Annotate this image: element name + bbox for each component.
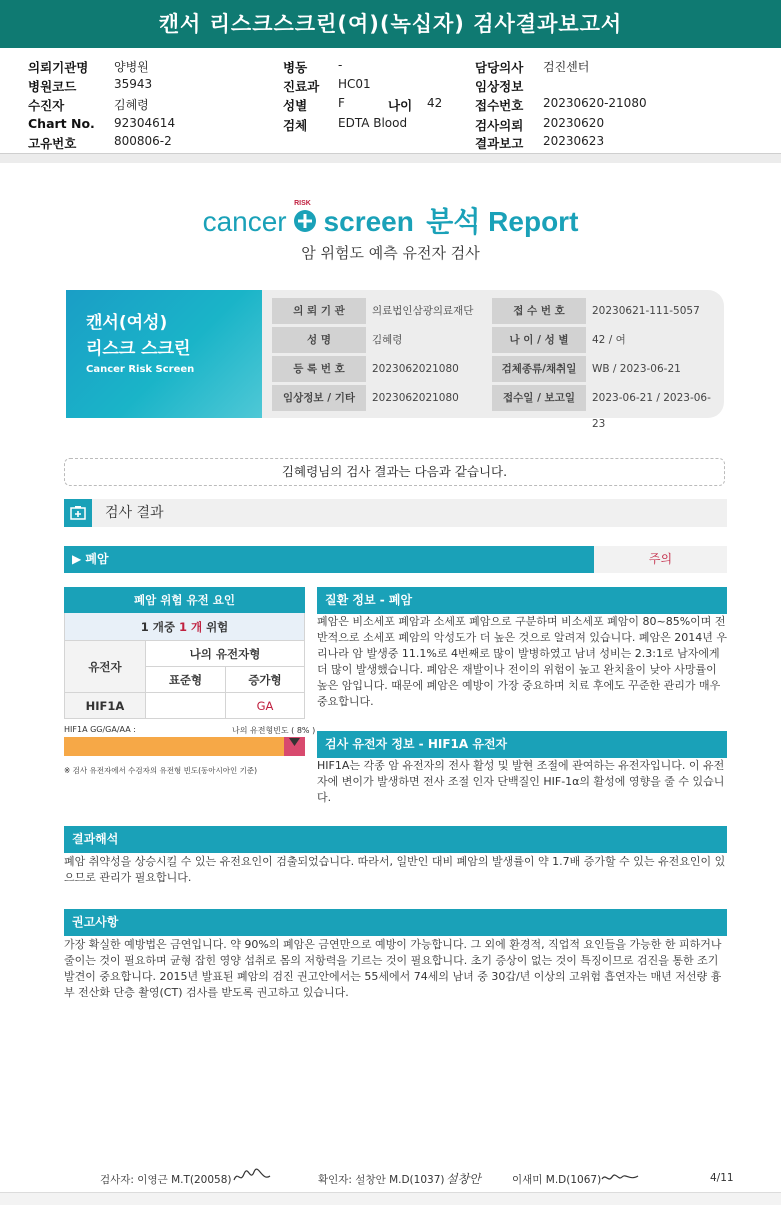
card-label-specimen: 검체종류/채취일 — [492, 356, 586, 382]
gene-name-cell: HIF1A — [65, 693, 146, 719]
confirmer-handwriting: 설창안 — [446, 1172, 481, 1186]
bottom-divider — [0, 1192, 781, 1205]
card-title-2: 리스크 스크린 — [86, 339, 191, 359]
logo-word-screen: screen — [323, 206, 414, 237]
report-logo — [0, 200, 781, 240]
interpretation-header: 결과해석 — [64, 826, 727, 853]
card-title-1: 캔서(여성) — [86, 313, 168, 333]
gene-info-header: 검사 유전자 정보 - HIF1A 유전자 — [317, 731, 727, 758]
increased-type-value: GA — [226, 693, 305, 719]
hdr-value-specimen: EDTA Blood — [338, 116, 408, 130]
hdr-label-hospital: 의뢰기관명 — [28, 60, 89, 75]
card-value-age-sex: 42 / 여 — [592, 334, 626, 346]
card-value-receipt: 20230621-111-5057 — [592, 305, 700, 317]
hdr-label-doctor: 담당의사 — [475, 60, 524, 75]
card-value-dates: 2023-06-21 / 2023-06-23 — [592, 392, 711, 430]
disease-info-header: 질환 정보 - 폐암 — [317, 587, 727, 614]
examiner-sign-icon — [232, 1168, 272, 1190]
gene-col-header: 유전자 — [65, 641, 146, 693]
advice-header: 권고사항 — [64, 909, 727, 936]
card-label-hospital: 의 뢰 기 관 — [272, 298, 366, 324]
hdr-label-ward: 병동 — [283, 60, 308, 75]
examiner-signature: 검사자: 이영근 M.T(20058) — [100, 1174, 232, 1186]
hdr-value-sex: F — [338, 96, 345, 110]
card-value-name: 김혜령 — [372, 334, 403, 346]
logo-word-cancer: cancer — [202, 206, 287, 237]
hdr-value-age: 42 — [427, 96, 443, 110]
header-info — [0, 52, 781, 152]
disease-info-text: 폐암은 비소세포 폐암과 소세포 폐암으로 구분하며 비소세포 폐암이 80~85%이며 전반적으로 소세포 폐암의 악성도가 더 높은 것으로 알려져 있습니다. 폐암은 2014년 우리나라 암 발생중 11.1%로 4번째로 많이 발병하였고 남녀 성비는 2.3:1로 남자에게 더 많이 발생했습니다. 폐암은 재발이나 전이의 위험이 높고 완치율이 낮아 사망률이 높은 암입니다. 때문에 폐암은 예방이 가장 중요하며 치료 후에도 꾸준한 관리가 매우 중요합니다. — [317, 615, 727, 708]
risk-table-title: 폐암 위험 유전 요인 — [64, 587, 305, 613]
hdr-value-unique-no: 800806-2 — [114, 134, 172, 148]
hdr-value-doctor: 검진센터 — [543, 60, 590, 74]
result-section-header — [64, 499, 727, 527]
hdr-value-hospital: 양병원 — [114, 60, 149, 74]
card-label-name: 성 명 — [272, 327, 366, 353]
risk-factor-table — [64, 587, 305, 719]
hdr-label-hospital-code: 병원코드 — [28, 79, 77, 94]
result-section-title: 검사 결과 — [105, 505, 164, 521]
card-value-specimen: WB / 2023-06-21 — [592, 363, 681, 375]
frequency-bar — [64, 737, 305, 756]
hdr-label-report: 결과보고 — [475, 136, 524, 151]
card-label-age-sex: 나 이 / 성 별 — [492, 327, 586, 353]
header-divider — [0, 153, 781, 163]
second-signer: 이새미 M.D(1067) — [512, 1174, 602, 1186]
card-value-clinical: 2023062021080 — [372, 392, 459, 404]
second-sign-icon — [600, 1170, 640, 1189]
increased-type-header: 증가형 — [226, 667, 305, 693]
risk-count-num: 1 개 — [178, 620, 203, 634]
gene-info-text: HIF1A는 각종 암 유전자의 전사 활성 및 발현 조절에 관여하는 유전자입니다. 이 유전자에 변이가 발생하면 전사 조절 인자 단백질인 HIF-1α의 활성에 영향을 줄 수 있습니다. — [317, 759, 725, 804]
card-label-dates: 접수일 / 보고일 — [492, 385, 586, 411]
lung-cancer-bar: ▶ 폐암 — [64, 546, 594, 573]
card-label-reg-no: 등 록 번 호 — [272, 356, 366, 382]
hdr-label-receipt-no: 접수번호 — [475, 98, 524, 113]
hdr-label-request: 검사의뢰 — [475, 118, 524, 133]
hdr-value-receipt-no: 20230620-21080 — [543, 96, 647, 110]
my-frequency-label: 나의 유전형빈도 ( 8% ) — [232, 726, 316, 735]
hdr-label-clinical: 임상정보 — [475, 79, 524, 94]
advice-text: 가장 확실한 예방법은 금연입니다. 약 90%의 폐암은 금연만으로 예방이 가능합니다. 그 외에 환경적, 직업적 요인들을 가능한 한 피하거나 줄이는 것이 필요하며 균형 잡힌 영양 섭취로 몸의 저항력을 기르는 것이 필요합니다. 초기 증상이 없는 것이 특징이므로 검진을 통한 조기 발견이 중요합니다. 2015년 발표된 폐암의 검진 권고안에서는 55세에서 74세의 남녀 중 30갑/년 이상의 고위험 흡연자는 매년 저선량 흉부 전산화 단층 촬영(CT) 검사를 받도록 권고하고 있습니다. — [64, 938, 722, 999]
hdr-label-patient: 수진자 — [28, 98, 65, 113]
card-label-receipt: 접 수 번 호 — [492, 298, 586, 324]
risk-count — [64, 613, 305, 641]
hdr-label-age: 나이 — [388, 98, 413, 113]
hdr-label-dept: 진료과 — [283, 79, 320, 94]
hdr-value-ward: - — [338, 58, 343, 72]
report-subtitle: 암 위험도 예측 유전자 검사 — [301, 244, 480, 262]
standard-type-value — [146, 693, 226, 719]
interpretation-text: 폐암 취약성을 상승시킬 수 있는 유전요인이 검출되었습니다. 따라서, 일반인 대비 폐암의 발생률이 약 1.7배 증가할 수 있는 유전요인이 있으므로 관리가 필요합니다. — [64, 855, 726, 884]
page-number: 4/11 — [710, 1172, 734, 1184]
card-title-3: Cancer Risk Screen — [86, 364, 195, 375]
patient-card — [66, 290, 724, 430]
card-value-reg-no: 2023062021080 — [372, 363, 459, 375]
risk-count-post: 위험 — [202, 620, 229, 634]
risk-count-pre: 1 개중 — [140, 620, 179, 634]
hdr-value-request: 20230620 — [543, 116, 605, 130]
card-banner — [66, 290, 262, 418]
hdr-label-sex: 성별 — [283, 98, 308, 113]
logo-risk-icon — [293, 200, 317, 233]
hdr-value-report: 20230623 — [543, 134, 605, 148]
standard-type-header: 표준형 — [146, 667, 226, 693]
logo-risk-text: RISK — [294, 200, 311, 207]
confirmer-signature: 확인자: 설창안 M.D(1037) — [318, 1174, 445, 1186]
hdr-label-chart-no: Chart No. — [28, 116, 95, 131]
hdr-value-patient: 김혜령 — [114, 98, 149, 112]
hdr-value-dept: HC01 — [338, 77, 371, 91]
card-label-clinical: 임상정보 / 기타 — [272, 385, 366, 411]
card-value-hospital: 의료법인삼광의료재단 — [372, 305, 474, 317]
hdr-value-chart-no: 92304614 — [114, 116, 176, 130]
frequency-label: HIF1A GG/GA/AA : — [64, 725, 136, 734]
my-genotype-header: 나의 유전자형 — [146, 641, 305, 667]
frequency-note: ※ 검사 유전자에서 수검자의 유전형 빈도(동아시아인 기준) — [64, 766, 258, 775]
medical-kit-icon — [64, 499, 92, 527]
logo-word-report: 분석 Report — [426, 206, 579, 237]
result-summary: 김혜령님의 검사 결과는 다음과 같습니다. — [64, 458, 725, 486]
hdr-value-hospital-code: 35943 — [114, 77, 153, 91]
my-frequency-marker — [284, 737, 305, 756]
hdr-label-unique-no: 고유번호 — [28, 136, 77, 151]
lung-status-badge: 주의 — [594, 546, 727, 573]
report-title: 캔서 리스크스크린(여)(녹십자) 검사결과보고서 — [0, 0, 781, 48]
hdr-label-specimen: 검체 — [283, 118, 308, 133]
